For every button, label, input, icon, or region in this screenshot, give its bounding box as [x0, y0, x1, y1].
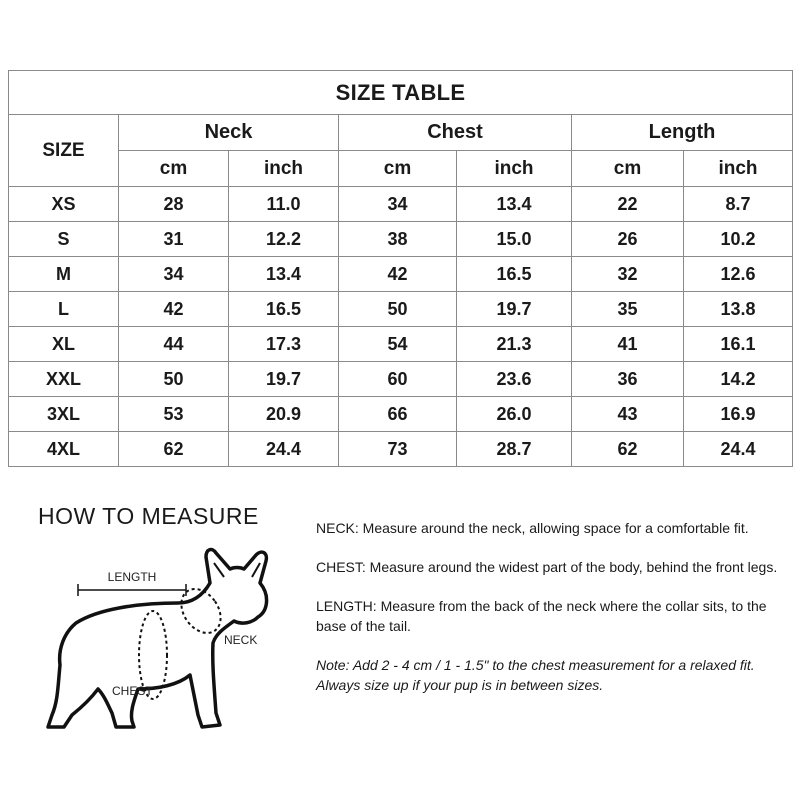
neck-instruction: NECK: Measure around the neck, allowing space for a comfortable fit.	[316, 520, 749, 536]
measurement-cell: 16.9	[684, 397, 793, 432]
measurement-cell: 41	[572, 327, 684, 362]
measurement-cell: 12.2	[229, 222, 339, 257]
measurement-cell: 54	[339, 327, 457, 362]
measurement-cell: 62	[119, 432, 229, 467]
measurement-cell: 42	[119, 292, 229, 327]
measurement-cell: 35	[572, 292, 684, 327]
measurement-cell: 62	[572, 432, 684, 467]
measurement-cell: 23.6	[457, 362, 572, 397]
measurement-cell: 20.9	[229, 397, 339, 432]
measurement-cell: 22	[572, 187, 684, 222]
size-column-header: SIZE	[9, 115, 119, 187]
measurement-cell: 26.0	[457, 397, 572, 432]
size-cell: 4XL	[9, 432, 119, 467]
measurement-cell: 73	[339, 432, 457, 467]
measurement-cell: 14.2	[684, 362, 793, 397]
measurement-cell: 19.7	[229, 362, 339, 397]
dog-measurement-diagram	[38, 545, 303, 740]
size-cell: XL	[9, 327, 119, 362]
measurement-cell: 8.7	[684, 187, 793, 222]
measurement-cell: 32	[572, 257, 684, 292]
measurement-cell: 17.3	[229, 327, 339, 362]
measurement-cell: 13.8	[684, 292, 793, 327]
measurement-cell: 16.5	[457, 257, 572, 292]
measurement-cell: 38	[339, 222, 457, 257]
sizing-note: Note: Add 2 - 4 cm / 1 - 1.5" to the chest measurement for a relaxed fit. Always size up if your pup is in between sizes.	[316, 657, 755, 693]
table-row	[9, 257, 793, 292]
measurement-cell: 44	[119, 327, 229, 362]
measurement-cell: 24.4	[684, 432, 793, 467]
measurement-cell: 28	[119, 187, 229, 222]
length-instruction: LENGTH: Measure from the back of the neck where the collar sits, to the base of the tail.	[316, 598, 767, 634]
measurement-cell: 50	[339, 292, 457, 327]
neck-inch-header: inch	[229, 151, 339, 187]
measurement-cell: 26	[572, 222, 684, 257]
measurement-cell: 28.7	[457, 432, 572, 467]
chest-inch-header: inch	[457, 151, 572, 187]
measurement-cell: 60	[339, 362, 457, 397]
size-cell: S	[9, 222, 119, 257]
table-body	[9, 187, 793, 467]
chest-group-header: Chest	[339, 115, 572, 151]
size-cell: XS	[9, 187, 119, 222]
size-cell: XXL	[9, 362, 119, 397]
measurement-instructions	[316, 518, 794, 714]
chest-label: CHEST	[112, 684, 153, 698]
measurement-cell: 50	[119, 362, 229, 397]
length-cm-header: cm	[572, 151, 684, 187]
table-row	[9, 187, 793, 222]
measurement-cell: 31	[119, 222, 229, 257]
table-row	[9, 432, 793, 467]
size-cell: M	[9, 257, 119, 292]
measurement-cell: 13.4	[229, 257, 339, 292]
chest-instruction: CHEST: Measure around the widest part of the body, behind the front legs.	[316, 559, 778, 575]
measurement-cell: 12.6	[684, 257, 793, 292]
table-row	[9, 397, 793, 432]
neck-group-header: Neck	[119, 115, 339, 151]
size-cell: 3XL	[9, 397, 119, 432]
measurement-cell: 11.0	[229, 187, 339, 222]
chest-cm-header: cm	[339, 151, 457, 187]
measurement-cell: 66	[339, 397, 457, 432]
measurement-cell: 36	[572, 362, 684, 397]
how-to-measure-title: HOW TO MEASURE	[38, 503, 259, 529]
measurement-cell: 21.3	[457, 327, 572, 362]
measurement-cell: 24.4	[229, 432, 339, 467]
measurement-cell: 53	[119, 397, 229, 432]
measurement-cell: 43	[572, 397, 684, 432]
size-cell: L	[9, 292, 119, 327]
measurement-cell: 15.0	[457, 222, 572, 257]
table-row	[9, 327, 793, 362]
measurement-cell: 34	[119, 257, 229, 292]
measurement-cell: 16.1	[684, 327, 793, 362]
table-row	[9, 222, 793, 257]
measurement-cell: 10.2	[684, 222, 793, 257]
measurement-cell: 19.7	[457, 292, 572, 327]
length-group-header: Length	[572, 115, 793, 151]
measurement-cell: 16.5	[229, 292, 339, 327]
table-title: SIZE TABLE	[9, 71, 793, 115]
size-table	[8, 70, 793, 467]
table-row	[9, 292, 793, 327]
measurement-cell: 34	[339, 187, 457, 222]
length-inch-header: inch	[684, 151, 793, 187]
neck-cm-header: cm	[119, 151, 229, 187]
neck-label: NECK	[224, 633, 258, 647]
measurement-cell: 42	[339, 257, 457, 292]
measurement-cell: 13.4	[457, 187, 572, 222]
length-label: LENGTH	[107, 570, 157, 584]
table-row	[9, 362, 793, 397]
